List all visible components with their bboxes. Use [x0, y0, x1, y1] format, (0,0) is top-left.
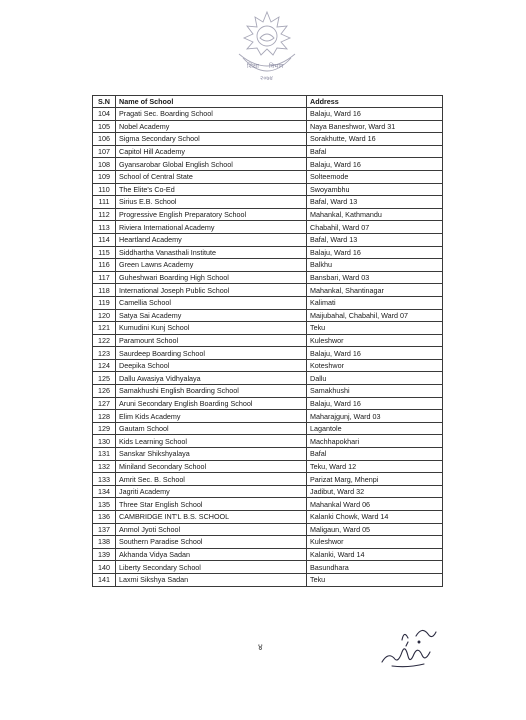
svg-text:विभाग: विभाग	[269, 63, 284, 70]
sn-column-header: S.N	[93, 96, 116, 108]
address-cell: Teku, Ward 12	[307, 460, 443, 473]
address-cell: Bansbari, Ward 03	[307, 271, 443, 284]
address-cell: Maijubahal, Chabahil, Ward 07	[307, 309, 443, 322]
address-cell: Solteemode	[307, 170, 443, 183]
sn-cell: 136	[93, 511, 116, 524]
name-column-header: Name of School	[116, 96, 307, 108]
table-row	[93, 271, 443, 284]
address-cell: Machhapokhari	[307, 435, 443, 448]
table-row	[93, 133, 443, 146]
school-name-cell: Kids Learning School	[116, 435, 307, 448]
address-cell: Balaju, Ward 16	[307, 158, 443, 171]
school-name-cell: CAMBRIDGE INT'L B.S. SCHOOL	[116, 511, 307, 524]
sn-cell: 139	[93, 548, 116, 561]
table-row	[93, 397, 443, 410]
school-name-cell: Dallu Awasiya Vidhyalaya	[116, 372, 307, 385]
table-row	[93, 448, 443, 461]
school-name-cell: Heartland Academy	[116, 233, 307, 246]
table-row	[93, 548, 443, 561]
table-row	[93, 385, 443, 398]
school-name-cell: Kumudini Kunj School	[116, 322, 307, 335]
sn-cell: 133	[93, 473, 116, 486]
table-row	[93, 435, 443, 448]
school-name-cell: Satya Sai Academy	[116, 309, 307, 322]
school-name-cell: Deepika School	[116, 359, 307, 372]
school-name-cell: The Elite's Co-Ed	[116, 183, 307, 196]
school-name-cell: Three Star English School	[116, 498, 307, 511]
school-name-cell: Guheshwari Boarding High School	[116, 271, 307, 284]
school-name-cell: Sanskar Shikshyalaya	[116, 448, 307, 461]
address-cell: Bafal, Ward 13	[307, 196, 443, 209]
school-name-cell: Samakhushi English Boarding School	[116, 385, 307, 398]
sn-cell: 106	[93, 133, 116, 146]
sn-cell: 138	[93, 536, 116, 549]
address-cell: Naya Baneshwor, Ward 31	[307, 120, 443, 133]
table-row	[93, 334, 443, 347]
table-row	[93, 170, 443, 183]
school-name-cell: Anmol Jyoti School	[116, 523, 307, 536]
table-row	[93, 296, 443, 309]
address-cell: Balkhu	[307, 259, 443, 272]
address-cell: Bafal, Ward 13	[307, 233, 443, 246]
school-name-cell: Capitol Hill Academy	[116, 145, 307, 158]
sn-cell: 117	[93, 271, 116, 284]
address-cell: Mahankal Ward 06	[307, 498, 443, 511]
address-cell: Koteshwor	[307, 359, 443, 372]
school-name-cell: Green Lawns Academy	[116, 259, 307, 272]
school-name-cell: Aruni Secondary English Boarding School	[116, 397, 307, 410]
school-name-cell: Amrit Sec. B. School	[116, 473, 307, 486]
sn-cell: 124	[93, 359, 116, 372]
table-row	[93, 410, 443, 423]
sn-cell: 111	[93, 196, 116, 209]
table-row	[93, 208, 443, 221]
sn-cell: 132	[93, 460, 116, 473]
school-name-cell: Pragati Sec. Boarding School	[116, 108, 307, 121]
address-cell: Parizat Marg, Mhenpi	[307, 473, 443, 486]
sn-cell: 135	[93, 498, 116, 511]
school-name-cell: Southern Paradise School	[116, 536, 307, 549]
sn-cell: 128	[93, 410, 116, 423]
table-row	[93, 359, 443, 372]
sn-cell: 104	[93, 108, 116, 121]
table-header-row	[93, 96, 443, 108]
sn-cell: 126	[93, 385, 116, 398]
address-cell: Balaju, Ward 16	[307, 246, 443, 259]
table-row	[93, 347, 443, 360]
sn-cell: 140	[93, 561, 116, 574]
address-cell: Balaju, Ward 16	[307, 347, 443, 360]
table-row	[93, 183, 443, 196]
page-number: ४	[258, 643, 263, 653]
table-row	[93, 561, 443, 574]
school-name-cell: Siddhartha Vanasthali Institute	[116, 246, 307, 259]
sn-cell: 131	[93, 448, 116, 461]
sn-cell: 120	[93, 309, 116, 322]
sn-cell: 122	[93, 334, 116, 347]
table-row	[93, 309, 443, 322]
address-cell: Maligaun, Ward 05	[307, 523, 443, 536]
svg-text:२०७४: २०७४	[260, 75, 273, 82]
table-row	[93, 233, 443, 246]
school-name-cell: Paramount School	[116, 334, 307, 347]
table-row	[93, 498, 443, 511]
sn-cell: 113	[93, 221, 116, 234]
sn-cell: 116	[93, 259, 116, 272]
address-cell: Lagantole	[307, 422, 443, 435]
sn-cell: 105	[93, 120, 116, 133]
address-cell: Kalimati	[307, 296, 443, 309]
school-name-cell: Gautam School	[116, 422, 307, 435]
school-name-cell: Sigma Secondary School	[116, 133, 307, 146]
table-row	[93, 573, 443, 586]
table-row	[93, 523, 443, 536]
sn-cell: 130	[93, 435, 116, 448]
address-cell: Dallu	[307, 372, 443, 385]
address-cell: Swoyambhu	[307, 183, 443, 196]
address-cell: Samakhushi	[307, 385, 443, 398]
address-cell: Chabahil, Ward 07	[307, 221, 443, 234]
school-name-cell: Liberty Secondary School	[116, 561, 307, 574]
address-cell: Sorakhutte, Ward 16	[307, 133, 443, 146]
sn-cell: 127	[93, 397, 116, 410]
address-cell: Teku	[307, 322, 443, 335]
svg-text:शिक्षा: शिक्षा	[247, 63, 259, 70]
address-cell: Kuleshwor	[307, 536, 443, 549]
school-name-cell: Nobel Academy	[116, 120, 307, 133]
government-seal-icon	[233, 8, 301, 92]
table-row	[93, 221, 443, 234]
sn-cell: 137	[93, 523, 116, 536]
sn-cell: 115	[93, 246, 116, 259]
address-cell: Maharajgunj, Ward 03	[307, 410, 443, 423]
school-name-cell: School of Central State	[116, 170, 307, 183]
table-row	[93, 460, 443, 473]
sn-cell: 107	[93, 145, 116, 158]
table-row	[93, 284, 443, 297]
address-column-header: Address	[307, 96, 443, 108]
table-row	[93, 372, 443, 385]
address-cell: Kalanki Chowk, Ward 14	[307, 511, 443, 524]
table-row	[93, 145, 443, 158]
sn-cell: 114	[93, 233, 116, 246]
sn-cell: 118	[93, 284, 116, 297]
school-name-cell: Elim Kids Academy	[116, 410, 307, 423]
school-name-cell: International Joseph Public School	[116, 284, 307, 297]
table-row	[93, 322, 443, 335]
school-name-cell: Jagriti Academy	[116, 485, 307, 498]
school-name-cell: Riviera International Academy	[116, 221, 307, 234]
address-cell: Teku	[307, 573, 443, 586]
school-name-cell: Gyansarobar Global English School	[116, 158, 307, 171]
sn-cell: 110	[93, 183, 116, 196]
address-cell: Basundhara	[307, 561, 443, 574]
address-cell: Bafal	[307, 448, 443, 461]
school-name-cell: Sirius E.B. School	[116, 196, 307, 209]
signature-icon	[378, 622, 440, 670]
sn-cell: 125	[93, 372, 116, 385]
table-row	[93, 108, 443, 121]
address-cell: Jadibut, Ward 32	[307, 485, 443, 498]
address-cell: Mahankal, Kathmandu	[307, 208, 443, 221]
table-row	[93, 246, 443, 259]
table-row	[93, 120, 443, 133]
table-row	[93, 473, 443, 486]
sn-cell: 112	[93, 208, 116, 221]
address-cell: Kuleshwor	[307, 334, 443, 347]
address-cell: Bafal	[307, 145, 443, 158]
address-cell: Mahankal, Shantinagar	[307, 284, 443, 297]
table-row	[93, 422, 443, 435]
school-name-cell: Laxmi Sikshya Sadan	[116, 573, 307, 586]
address-cell: Balaju, Ward 16	[307, 397, 443, 410]
sn-cell: 123	[93, 347, 116, 360]
sn-cell: 141	[93, 573, 116, 586]
table-row	[93, 196, 443, 209]
sn-cell: 109	[93, 170, 116, 183]
sn-cell: 129	[93, 422, 116, 435]
table-row	[93, 536, 443, 549]
school-name-cell: Progressive English Preparatory School	[116, 208, 307, 221]
sn-cell: 121	[93, 322, 116, 335]
table-row	[93, 158, 443, 171]
school-name-cell: Camellia School	[116, 296, 307, 309]
sn-cell: 119	[93, 296, 116, 309]
sn-cell: 134	[93, 485, 116, 498]
school-name-cell: Akhanda Vidya Sadan	[116, 548, 307, 561]
school-name-cell: Saurdeep Boarding School	[116, 347, 307, 360]
table-row	[93, 259, 443, 272]
table-row	[93, 485, 443, 498]
school-name-cell: Miniland Secondary School	[116, 460, 307, 473]
school-list-table	[92, 95, 443, 587]
sn-cell: 108	[93, 158, 116, 171]
address-cell: Balaju, Ward 16	[307, 108, 443, 121]
address-cell: Kalanki, Ward 14	[307, 548, 443, 561]
table-row	[93, 511, 443, 524]
